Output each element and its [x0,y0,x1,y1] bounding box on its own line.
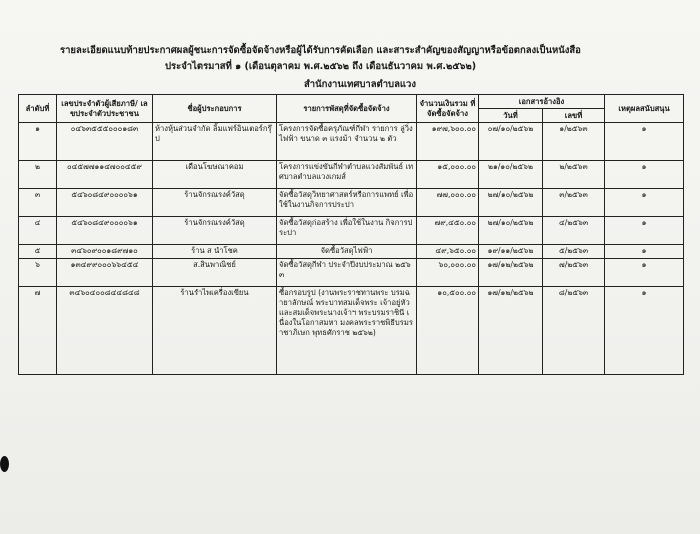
header-refdoc: เอกสารอ้างอิง [479,95,605,109]
row-date: ๒๑/๑๐/๒๕๖๒ [479,161,543,189]
row-number: ๓/๒๕๖๓ [543,189,605,217]
row-date: ๐๗/๑๐/๒๕๖๒ [479,123,543,161]
row-amount: ๗๗,๐๐๐.๐๐ [417,189,479,217]
row-date: ๒๗/๑๐/๒๕๖๒ [479,217,543,245]
row-number: ๒/๒๕๖๓ [543,161,605,189]
table-row [19,217,684,245]
row-item: จัดซื้อวัสดุก่อสร้าง เพื่อใช้ในงาน กิจการประปา [277,217,417,245]
row-vendor: ห้างหุ้นส่วนจำกัด ลิ้มแฟร์อินเตอร์กรุ๊ป [153,123,277,161]
row-reason: ๑ [605,123,684,161]
row-no: ๖ [19,259,57,287]
table-row [19,161,684,189]
row-item: โครงการจัดซื้อครุภัณฑ์กีฬา รายการ ลู่วิ่งไฟฟ้า ขนาด ๓ แรงม้า จำนวน ๒ ตัว [277,123,417,161]
row-amount: ๑๐,๕๐๐.๐๐ [417,287,479,375]
row-reason: ๑ [605,287,684,375]
row-taxid: ๐๔๖๓๕๕๕๐๐๐๑๘๓ [57,123,153,161]
header-item: รายการพัสดุที่จัดซื้อจัดจ้าง [277,95,417,123]
header-taxid: เลขประจำตัวผู้เสียภาษี/ เลขประจำตัวประชาชน [57,95,153,123]
row-amount: ๖๐,๐๐๐.๐๐ [417,259,479,287]
row-number: ๑/๒๕๖๓ [543,123,605,161]
row-item: จัดซื้อวัสดุกีฬา ประจำปีงบประมาณ ๒๕๖๓ [277,259,417,287]
row-no: ๗ [19,287,57,375]
row-reason: ๑ [605,161,684,189]
header-no: ลำดับที่ [19,95,57,123]
table-row [19,189,684,217]
document-agency: สำนักงานเทศบาลตำบลแวง [303,79,417,90]
header-number: เลขที่ [543,109,605,123]
header-vendor: ชื่อผู้ประกอบการ [153,95,277,123]
row-date: ๑๗/๑๒/๒๕๖๒ [479,287,543,375]
row-number: ๕/๒๕๖๓ [543,245,605,259]
row-date: ๑๗/๑๒/๒๕๖๒ [479,259,543,287]
row-taxid: ๕๔๖๐๘๔๙๐๐๐๐๖๑ [57,217,153,245]
row-item: โครงการแข่งขันกีฬาตำบลแวงสัมพันธ์ เทศบาลตำบลแวงเกมส์ [277,161,417,189]
row-number: ๗/๒๕๖๓ [543,259,605,287]
row-taxid: ๐๔๕๗๗๑๑๔๗๐๐๔๕๙ [57,161,153,189]
row-no: ๕ [19,245,57,259]
row-number: ๘/๒๕๖๓ [543,287,605,375]
row-amount: ๗๙,๔๕๐.๐๐ [417,217,479,245]
row-vendor: ร้านจักรณรงค์วัสดุ [153,189,277,217]
header-date: วันที่ [479,109,543,123]
row-no: ๓ [19,189,57,217]
document-period: ประจำไตรมาสที่ ๑ (เดือนตุลาคม พ.ศ.๒๕๖๒ ถึง เดือนธันวาคม พ.ศ.๒๕๖๒) [165,61,477,72]
row-amount: ๔๙,๖๕๐.๐๐ [417,245,479,259]
row-vendor: ร้านจักรณรงค์วัสดุ [153,217,277,245]
row-reason: ๑ [605,245,684,259]
punch-hole-mark [0,456,9,472]
row-item: ซื้อกรอบรูป (งานพระราชทานพระ บรมฉายาลักษณ์ พระบาทสมเด็จพระ เจ้าอยู่หัว และสมเด็จพระนางเจ้าฯ พระบรมราชินี เนื่องในโอกาสมหา มงคลพระราชพิธีบรมราชาภิเษก พุทธศักราช ๒๕๖๒) [277,287,417,375]
row-taxid: ๓๔๖๐๙๐๐๑๘๙๗๑๐ [57,245,153,259]
row-amount: ๑๙๗,๖๐๐.๐๐ [417,123,479,161]
row-no: ๔ [19,217,57,245]
row-amount: ๑๕,๐๐๐.๐๐ [417,161,479,189]
table-row [19,245,684,259]
table-row [19,287,684,375]
row-no: ๒ [19,161,57,189]
row-reason: ๑ [605,189,684,217]
header-reason: เหตุผลสนับสนุน [605,95,684,123]
table-row [19,259,684,287]
table-row [19,123,684,161]
row-taxid: ๑๓๔๙๙๐๐๐๖๖๔๕๔ [57,259,153,287]
row-number: ๔/๒๕๖๓ [543,217,605,245]
row-reason: ๑ [605,259,684,287]
row-vendor: ส.สินพาณิชย์ [153,259,277,287]
procurement-table [18,94,684,375]
row-item: จัดซื้อวัสดุวิทยาศาสตร์หรือการแพทย์ เพื่อใช้ในงานกิจการประปา [277,189,417,217]
row-reason: ๑ [605,217,684,245]
row-taxid: ๓๔๖๐๔๐๐๘๔๔๘๔๘ [57,287,153,375]
row-no: ๑ [19,123,57,161]
row-vendor: เดือนโฆษณาคอม [153,161,277,189]
document-title: รายละเอียดแนบท้ายประกาศผลผู้ชนะการจัดซื้อจัดจ้างหรือผู้ได้รับการคัดเลือก และสาระสำคัญของสัญญาหรือข้อตกลงเป็นหนังสือ [60,45,581,56]
row-taxid: ๕๔๖๐๘๔๙๐๐๐๐๖๑ [57,189,153,217]
row-vendor: ร้าน ส นำโชค [153,245,277,259]
row-date: ๒๗/๑๐/๒๕๖๒ [479,189,543,217]
row-item: จัดซื้อวัสดุไฟฟ้า [277,245,417,259]
row-vendor: ร้านรำไพเครื่องเขียน [153,287,277,375]
row-date: ๑๙/๑๑/๒๕๖๒ [479,245,543,259]
header-amount: จำนวนเงินรวม ที่จัดซื้อจัดจ้าง [417,95,479,123]
